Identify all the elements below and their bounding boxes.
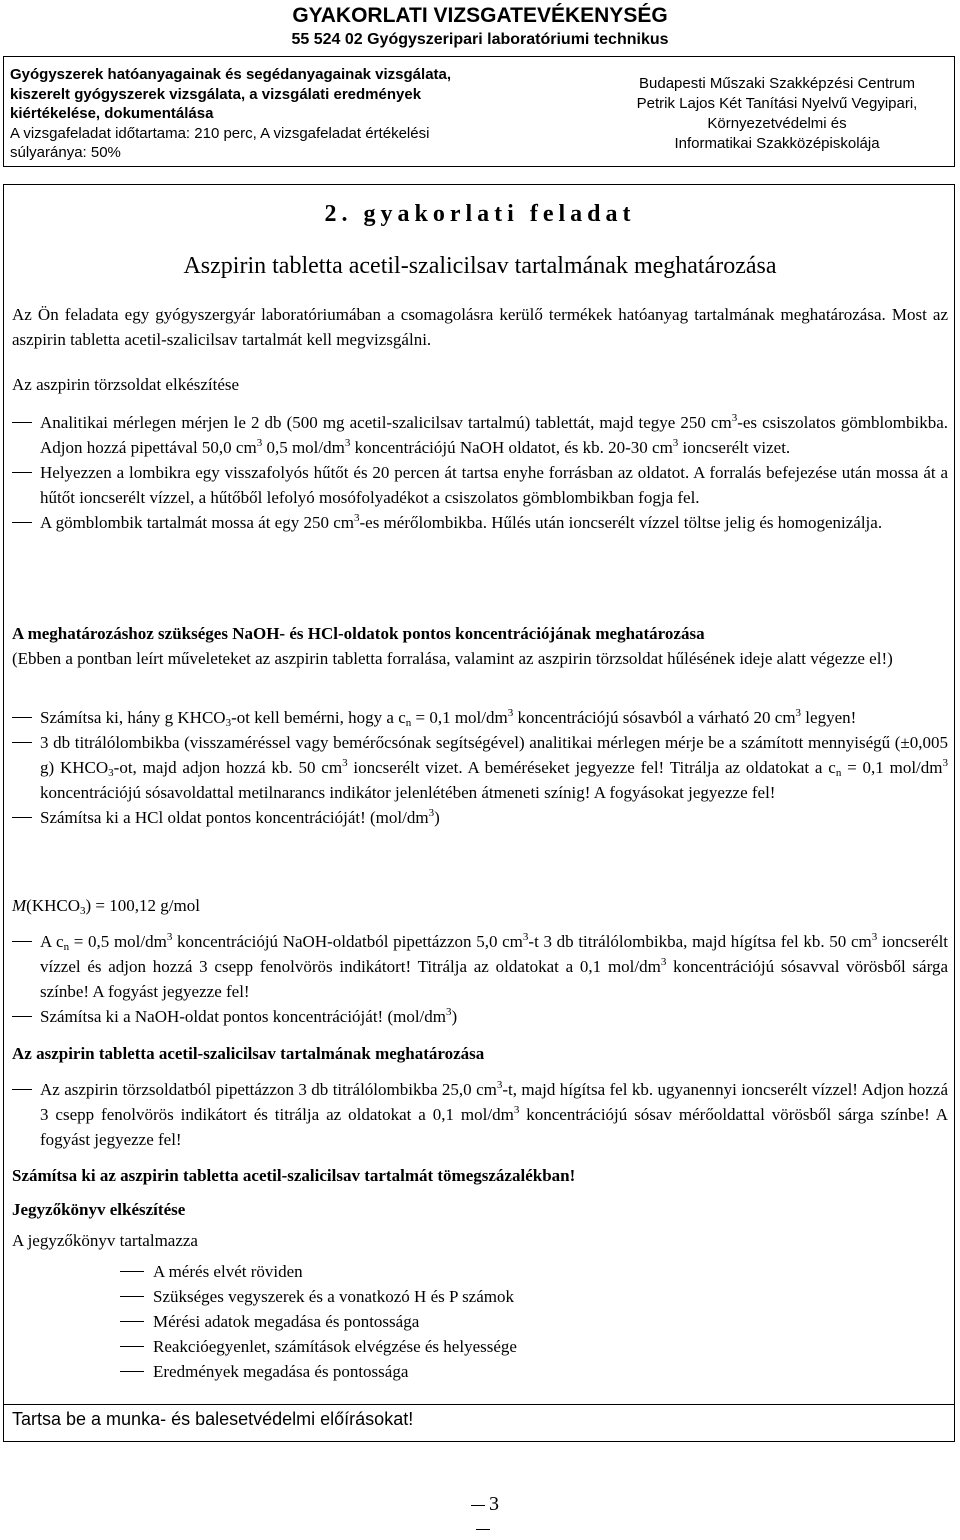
naoh-steps bbox=[12, 929, 948, 1029]
dash-bullet bbox=[12, 941, 32, 942]
stock-steps bbox=[12, 410, 948, 535]
assay-heading: Az aszpirin tabletta acetil-szalicilsav tartalmának meghatározása bbox=[12, 1044, 485, 1063]
list-item: A gömblombik tartalmát mossa át egy 250 $cm^3-es$ mérőlombikba. Hűlés után ioncserélt vízzel töltse jelig és homogenizálja. bbox=[12, 510, 948, 535]
list-item: Reakcióegyenlet, számítások elvégzése és helyessége bbox=[120, 1334, 720, 1359]
dash-bullet bbox=[12, 817, 32, 818]
report-heading: Jegyzőkönyv elkészítése bbox=[12, 1200, 186, 1219]
list-item: A mérés elvét röviden bbox=[120, 1259, 720, 1284]
header-left bbox=[10, 65, 580, 163]
module-line-2: kiszerelt gyógyszerek vizsgálata, a vizsgálati eredmények bbox=[10, 85, 422, 103]
report-intro: A jegyzőkönyv tartalmazza bbox=[12, 1231, 198, 1250]
task-number: 2. gyakorlati feladat bbox=[324, 201, 636, 227]
dash-bullet bbox=[12, 1089, 32, 1090]
list-item: Szükséges vegyszerek és a vonatkozó H és P számok bbox=[120, 1284, 720, 1309]
dash-bullet bbox=[12, 522, 32, 523]
dash-bullet bbox=[120, 1321, 144, 1322]
dash-bullet bbox=[12, 472, 32, 473]
assay-steps bbox=[12, 1077, 948, 1152]
safety-note: Tartsa be a munka- és balesetvédelmi előírásokat! bbox=[12, 1409, 414, 1429]
report-items bbox=[120, 1259, 720, 1384]
list-item: Mérési adatok megadása és pontossága bbox=[120, 1309, 720, 1334]
list-item: Az aszpirin törzsoldatból pipettázzon 3 db titrálólombikba 25,0 $cm^3-t$, majd hígítsa fel kb. ugyanennyi ioncserélt vízzel! Adjon hozzá 3 csepp fenolvörös indikátort és titrálja az oldatokat a 0,1 mol/$dm^3$ koncentrációjú sósav mérőoldattal vörösből sárga színbe! A fogyást jegyezze fel! bbox=[12, 1077, 948, 1152]
dash-bullet bbox=[12, 1016, 32, 1017]
list-item: Helyezzen a lombikra egy visszafolyós hűtőt és 20 percen át tartsa enyhe forrásban az oldatot. A forralás befejezése után mossa át a hűtőt ioncserélt vízzel, a hűtőből lefolyó mosófolyadékot a csiszolatos gömblombikban fogja fel. bbox=[12, 460, 948, 510]
stock-heading: Az aszpirin törzsoldat elkészítése bbox=[12, 375, 240, 394]
dash-bullet bbox=[120, 1271, 144, 1272]
conc-heading: A meghatározáshoz szükséges NaOH- és HCl-oldatok pontos koncentrációjának meghatározása bbox=[12, 624, 705, 643]
module-line-1: Gyógyszerek hatóanyagainak és segédanyagainak vizsgálata, bbox=[10, 66, 452, 83]
conc-note: (Ebben a pontban leírt műveleteket az aszpirin tabletta forralása, valamint az aszpirin törzsoldat hűlésének ideje alatt végezze el!) bbox=[12, 649, 893, 668]
dash-bullet bbox=[120, 1296, 144, 1297]
dash-bullet bbox=[12, 717, 32, 718]
list-item: A $c_n = 0,5$ mol/$dm^3$ koncentrációjú NaOH-oldatból pipettázzon 5,0 $cm^3-t$ 3 db titrálólombikba, majd hígítsa fel kb. 50 $cm^3$ ioncserélt vízzel és adjon hozzá 3 csepp fenolvörös indikátort! Titrálja az oldatokat a 0,1 mol/$dm^3$ koncentrációjú sósavval vörösből sárga színbe! A fogyást jegyezze fel! bbox=[12, 929, 948, 1004]
exam-subtitle: 55 524 02 Gyógyszeripari laboratóriumi technikus bbox=[291, 31, 669, 48]
module-line-3: kiértékelése, dokumentálása bbox=[10, 105, 214, 122]
list-item: 3 db titrálólombikba (visszaméréssel vagy bemérőcsónak segítségével) analitikai mérlegen mérje be a számított mennyiségű (±0,005 g) $KHCO_3-ot$, majd adjon hozzá kb. 50 $cm^3$ ioncserélt vizet. A beméréseket jegyezze fel! Titrálja az oldatokat a $c_n = 0,1$ mol/$dm^3$ koncentrációjú sósavoldattal metilnarancs indikátor jelenlétében átmeneti színig! A fogyásokat jegyezze fel! bbox=[12, 730, 948, 805]
task-title: Aszpirin tabletta acetil-szalicilsav tartalmának meghatározása bbox=[183, 253, 777, 279]
school-line-4: Informatikai Szakközépiskolája bbox=[674, 135, 880, 152]
list-item: Számítsa ki a NaOH-oldat pontos koncentrációját! $(mol/dm^3)$ bbox=[12, 1004, 948, 1029]
task-intro: Az Ön feladata egy gyógyszergyár laboratóriumában a csomagolásra kerülő termékek hatóanyag tartalmának meghatározása. Most az aszpirin tabletta acetil-szalicilsav tartalmát kell megvizsgálni. bbox=[12, 305, 948, 349]
school-line-1: Budapesti Műszaki Szakképzési Centrum bbox=[639, 75, 915, 92]
dash-bullet bbox=[12, 422, 32, 423]
school-line-3: Környezetvédelmi és bbox=[707, 115, 847, 132]
school-line-2: Petrik Lajos Két Tanítási Nyelvű Vegyipari, bbox=[636, 95, 918, 112]
page-number: 3 bbox=[458, 1492, 508, 1540]
molar-mass: $M(KHCO_3) = 100,12$ g/mol bbox=[12, 896, 200, 917]
dash-bullet bbox=[120, 1346, 144, 1347]
list-item: Számítsa ki a HCl oldat pontos koncentrációját! $(mol/dm^3)$ bbox=[12, 805, 948, 830]
duration-line-2: súlyaránya: 50% bbox=[10, 144, 121, 161]
header-box bbox=[3, 56, 955, 167]
dash-bullet bbox=[12, 742, 32, 743]
duration-line-1: A vizsgafeladat időtartama: 210 perc, A vizsgafeladat értékelési bbox=[10, 124, 430, 142]
dash-bullet bbox=[120, 1371, 144, 1372]
school-name bbox=[600, 57, 954, 166]
calc-instruction: Számítsa ki az aszpirin tabletta acetil-szalicilsav tartalmát tömegszázalékban! bbox=[12, 1166, 576, 1185]
exam-title: GYAKORLATI VIZSGATEVÉKENYSÉG bbox=[292, 4, 668, 27]
conc-steps bbox=[12, 705, 948, 830]
list-item: Számítsa ki, hány g $KHCO_3-ot$ kell bemérni, hogy a $c_n = 0,1$ mol/$dm^3$ koncentrációjú sósavból a várható 20 $cm^3$ legyen! bbox=[12, 705, 948, 730]
list-item: Analitikai mérlegen mérjen le 2 db (500 mg acetil-szalicilsav tartalmú) tablettát, majd tegye 250 $cm^3-es$ csiszolatos gömblombikba. Adjon hozzá pipettával 50,0 $cm^3$ 0,5 mol/$dm^3$ koncentrációjú NaOH oldatot, és kb. 20-30 $cm^3$ ioncserélt vizet. bbox=[12, 410, 948, 460]
list-item: Eredmények megadása és pontossága bbox=[120, 1359, 720, 1384]
